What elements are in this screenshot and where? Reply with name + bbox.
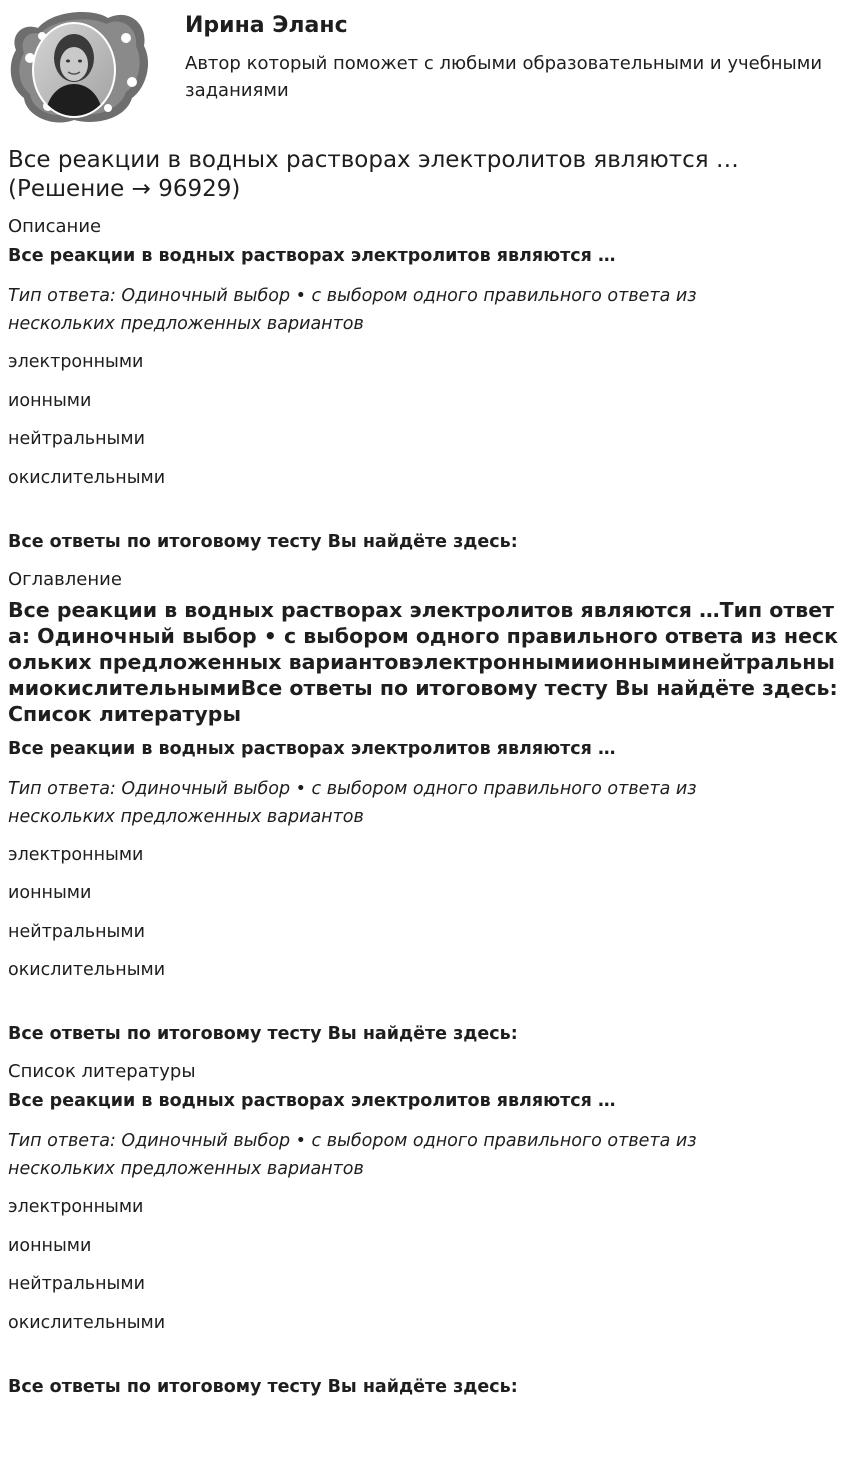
bibliography-label: Список литературы <box>8 1061 196 1082</box>
all-answers-link[interactable]: Все ответы по итоговому тесту Вы найдёте здесь: <box>8 1376 518 1397</box>
option-oxidative: окислительными <box>8 960 166 980</box>
page-title: Все реакции в водных растворах электролитов являются … (Решение → 96929) <box>8 147 739 202</box>
toc-label: Оглавление <box>8 568 122 590</box>
avatar-frame-icon <box>8 8 150 126</box>
option-electronic: электронными <box>8 1197 144 1217</box>
main-content <box>8 146 847 1413</box>
description-section <box>8 215 847 554</box>
question-title: Все реакции в водных растворах электролитов являются … <box>8 246 616 266</box>
option-ionic: ионными <box>8 1235 92 1256</box>
option-neutral: нейтральными <box>8 921 145 942</box>
toc-section <box>8 568 847 1047</box>
option-electronic: электронными <box>8 352 144 372</box>
author-header <box>0 0 847 140</box>
author-avatar[interactable] <box>8 8 150 126</box>
author-name[interactable]: Ирина Эланс <box>185 13 348 38</box>
all-answers-link[interactable]: Все ответы по итоговому тесту Вы найдёте здесь: <box>8 1024 518 1044</box>
answer-type: Тип ответа: Одиночный выбор • с выбором одного правильного ответа из нескольких предложенных вариантов <box>8 778 697 827</box>
answer-type: Тип ответа: Одиночный выбор • с выбором одного правильного ответа из нескольких предложенных вариантов <box>8 1131 697 1179</box>
toc-content: Все реакции в водных растворах электролитов являются …Тип ответа: Одиночный выбор • с выбором одного правильного ответа из нескольких предложенных вариантовэлектроннымиионныминейтральнымиокислительнымиВсе ответы по итоговому тесту Вы найдёте здесь: Список литературы <box>8 597 839 726</box>
question-title: Все реакции в водных растворах электролитов являются … <box>8 738 616 759</box>
author-description: Автор который поможет с любыми образовательными и учебными заданиями <box>185 53 823 101</box>
option-neutral: нейтральными <box>8 429 145 449</box>
option-electronic: электронными <box>8 844 144 865</box>
all-answers-link[interactable]: Все ответы по итоговому тесту Вы найдёте здесь: <box>8 531 518 552</box>
option-ionic: ионными <box>8 390 92 411</box>
option-ionic: ионными <box>8 883 92 903</box>
option-neutral: нейтральными <box>8 1274 145 1294</box>
option-oxidative: окислительными <box>8 467 166 488</box>
bibliography-section <box>8 1060 847 1399</box>
answer-type: Тип ответа: Одиночный выбор • с выбором одного правильного ответа из нескольких предложенных вариантов <box>8 286 697 334</box>
question-title: Все реакции в водных растворах электролитов являются … <box>8 1091 616 1111</box>
option-oxidative: окислительными <box>8 1312 166 1333</box>
description-label: Описание <box>8 216 102 237</box>
